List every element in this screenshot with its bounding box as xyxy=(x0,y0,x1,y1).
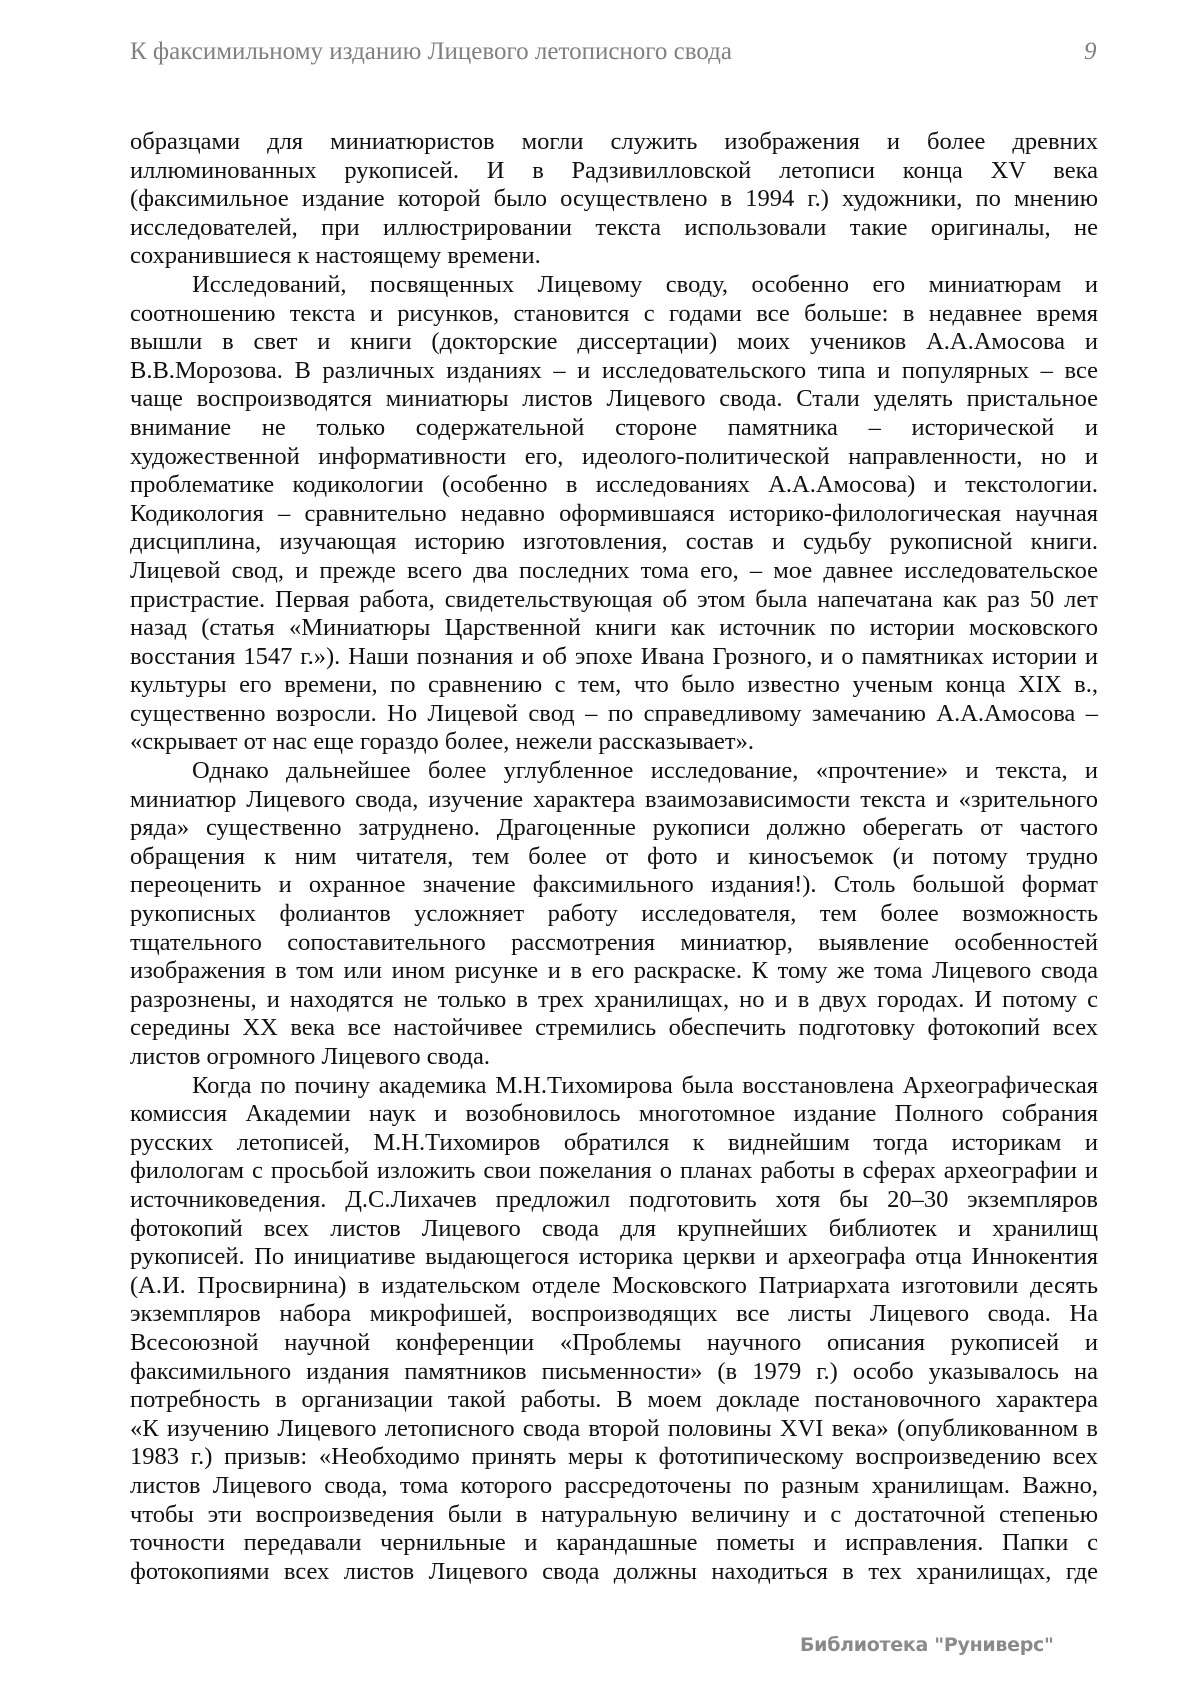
text-line: потребность в организации такой работы. В моем докладе постановочного характера xyxy=(130,1386,1098,1414)
text-line: комиссия Академии наук и возобновилось многотомное издание Полного собрания xyxy=(130,1100,1098,1128)
text-line: Однако дальнейшее более углубленное исследование, «прочтение» и текста, и xyxy=(192,757,1098,785)
text-line: середины XX века все настойчивее стремились обеспечить подготовку фотокопий всех xyxy=(130,1014,1098,1042)
text-line: В.В.Морозова. В различных изданиях – и исследовательского типа и популярных – все xyxy=(130,356,1098,384)
text-line: образцами для миниатюристов могли служить изображения и более древних xyxy=(130,128,1098,155)
text-line: чтобы эти воспроизведения были в натуральную величину и с достаточной степенью xyxy=(130,1500,1098,1528)
body-text xyxy=(130,128,1098,1586)
text-line: Исследований, посвященных Лицевому своду, особенно его миниатюрам и xyxy=(192,270,1098,298)
text-line: изображения в том или ином рисунке и в его раскраске. К тому же тома Лицевого свода xyxy=(130,957,1098,985)
text-line: внимание не только содержательной стороне памятника – исторической и xyxy=(130,413,1098,441)
text-line: проблематике кодикологии (особенно в исследованиях А.А.Амосова) и текстологии. xyxy=(130,471,1098,499)
text-line: сохранившиеся к настоящему времени. xyxy=(130,242,541,270)
text-line: «скрывает от нас еще гораздо более, нежели рассказывает». xyxy=(130,728,754,756)
text-line: филологам с просьбой изложить свои пожелания о планах работы в сферах археографии и xyxy=(130,1157,1098,1185)
text-line: тщательного сопоставительного рассмотрения миниатюр, выявление особенностей xyxy=(130,928,1098,956)
text-line: обращения к ним читателя, тем более от фото и киносъемок (и потому трудно xyxy=(130,842,1098,870)
text-line: листов огромного Лицевого свода. xyxy=(130,1043,491,1070)
text-line: существенно возросли. Но Лицевой свод – по справедливому замечанию А.А.Амосова – xyxy=(130,699,1098,727)
text-line: дисциплина, изучающая историю изготовления, состав и судьбу рукописной книги. xyxy=(130,528,1098,556)
text-line: иллюминованных рукописей. И в Радзивилловской летописи конца XV века xyxy=(130,156,1098,184)
text-line: факсимильного издания памятников письменности» (в 1979 г.) особо указывалось на xyxy=(130,1357,1098,1385)
text-line: Когда по почину академика М.Н.Тихомирова была восстановлена Археографическая xyxy=(192,1071,1098,1099)
text-line: рукописей. По инициативе выдающегося историка церкви и археографа отца Иннокентия xyxy=(130,1243,1098,1271)
text-line: соотношению текста и рисунков, становится с годами все больше: в недавнее время xyxy=(130,299,1098,327)
paragraph xyxy=(130,757,1098,1072)
text-line: переоценить и охранное значение факсимильного издания!). Столь большой формат xyxy=(130,871,1098,899)
text-line: листов Лицевого свода, тома которого рассредоточены по разным хранилищам. Важно, xyxy=(130,1471,1098,1499)
paragraph xyxy=(130,1072,1098,1587)
text-line: русских летописей, М.Н.Тихомиров обратился к виднейшим тогда историкам и xyxy=(130,1128,1098,1156)
text-line: Лицевой свод, и прежде всего два последних тома его, – мое давнее исследовательское xyxy=(130,556,1098,584)
paragraph xyxy=(130,128,1098,271)
text-line: (А.И. Просвирнина) в издательском отделе Московского Патриархата изготовили десять xyxy=(130,1271,1098,1299)
text-line: источниковедения. Д.С.Лихачев предложил подготовить хотя бы 20–30 экземпляров xyxy=(130,1185,1098,1213)
text-line: чаще воспроизводятся миниатюры листов Лицевого свода. Стали уделять пристальное xyxy=(130,385,1098,413)
text-line: ряда» существенно затруднено. Драгоценные рукописи должно оберегать от частого xyxy=(130,814,1098,842)
text-line: экземпляров набора микрофишей, воспроизводящих все листы Лицевого свода. На xyxy=(130,1300,1098,1328)
text-line: «К изучению Лицевого летописного свода второй половины XVI века» (опубликованном в xyxy=(130,1414,1098,1442)
text-line: вышли в свет и книги (докторские диссертации) моих учеников А.А.Амосова и xyxy=(130,328,1098,356)
text-line: 1983 г.) призыв: «Необходимо принять меры к фототипическому воспроизведению всех xyxy=(130,1443,1098,1471)
text-line: миниатюр Лицевого свода, изучение характера взаимозависимости текста и «зрительного xyxy=(130,785,1098,813)
paragraph xyxy=(130,271,1098,757)
text-line: разрознены, и находятся не только в трех хранилищах, но и в двух городах. И потому с xyxy=(130,985,1098,1013)
text-line: точности передавали чернильные и карандашные пометы и исправления. Папки с xyxy=(130,1529,1098,1557)
text-line: Всесоюзной научной конференции «Проблемы научного описания рукописей и xyxy=(130,1328,1098,1356)
text-line: рукописных фолиантов усложняет работу исследователя, тем более возможность xyxy=(130,900,1098,928)
running-header: К факсимильному изданию Лицевого летописного свода xyxy=(130,38,733,65)
text-line: культуры его времени, по сравнению с тем, что было известно ученым конца XIX в., xyxy=(130,671,1098,699)
text-line: (факсимильное издание которой было осуществлено в 1994 г.) художники, по мнению xyxy=(130,185,1098,213)
text-line: исследователей, при иллюстрировании текста использовали такие оригиналы, не xyxy=(130,213,1098,241)
text-line: назад (статья «Миниатюры Царственной книги как источник по истории московского xyxy=(130,614,1098,642)
text-line: Кодикология – сравнительно недавно оформившаяся историко-филологическая научная xyxy=(130,499,1098,527)
text-line: восстания 1547 г.»). Наши познания и об эпохе Ивана Грозного, и о памятниках истории и xyxy=(130,642,1098,670)
text-line: фотокопий всех листов Лицевого свода для крупнейших библиотек и хранилищ xyxy=(130,1214,1098,1242)
text-line: художественной информативности его, идеолого-политической направленности, но и xyxy=(130,442,1098,470)
page-number: 9 xyxy=(1084,38,1097,65)
text-line: пристрастие. Первая работа, свидетельствующая об этом была напечатана как раз 50 лет xyxy=(130,585,1098,613)
text-line: фотокопиями всех листов Лицевого свода должны находиться в тех хранилищах, где xyxy=(130,1557,1098,1585)
library-watermark: Библиотека "Руниверс" xyxy=(800,1634,1054,1656)
